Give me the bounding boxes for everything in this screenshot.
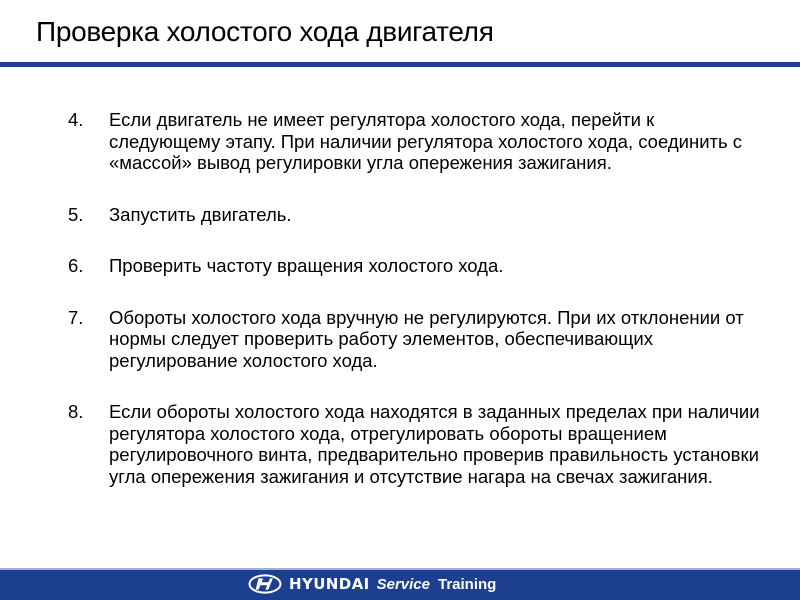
step-text: Если двигатель не имеет регулятора холостого хода, перейти к следующему этапу. При наличии регулятора холостого хода, соединить с «массой» вывод регулировки угла опережения зажигания. [109,109,743,173]
footer-brand [248,572,496,596]
brand-name: HYUNDAI [289,575,370,593]
step-text: Если обороты холостого хода находятся в заданных пределах при наличии регулятора холостого хода, отрегулировать обороты вращением регулировочного винта, предварительно проверив правильность установки угла опережения зажигания и отсутствие нагара на свечах зажигания. [109,401,760,487]
list-item [0,255,800,277]
step-number: 5. [68,203,84,225]
list-item [0,401,800,487]
brand-training: Training [437,575,497,593]
title-divider [0,62,800,67]
step-number: 8. [68,401,84,422]
step-number: 4. [68,109,84,130]
list-item [0,307,800,372]
footer-edge [0,568,800,570]
step-number: 7. [68,306,84,328]
step-text: Запустить двигатель. [109,203,292,225]
hyundai-logo-icon [248,574,282,594]
list-item [0,109,800,174]
brand-service: Service [376,575,430,593]
step-text: Проверить частоту вращения холостого хода. [109,255,504,276]
footer-bar [0,568,800,600]
step-text: Обороты холостого хода вручную не регулируются. При их отклонении от нормы следует проверить работу элементов, обеспечивающих регулирование холостого хода. [109,306,744,371]
step-number: 6. [68,255,84,276]
page-title: Проверка холостого хода двигателя [36,16,494,47]
steps-list [0,109,800,517]
list-item [0,204,800,226]
